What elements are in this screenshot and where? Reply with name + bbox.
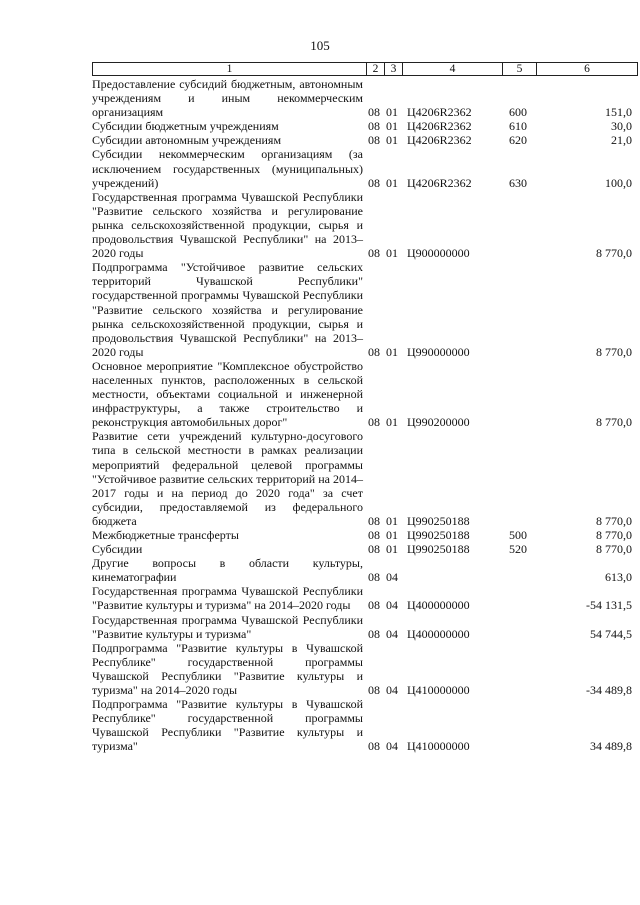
- header-col-1: 1: [226, 63, 233, 75]
- row-expense-type: 610: [509, 119, 527, 134]
- row-target-code: Ц990000000: [407, 344, 470, 359]
- row-name: Субсидии бюджетным учреждениям: [92, 119, 279, 134]
- row-amount: 8 770,0: [596, 528, 632, 542]
- row-subsection: 01: [386, 542, 398, 557]
- table-row: [92, 260, 636, 359]
- row-section: 08: [368, 133, 380, 148]
- table-row: [92, 190, 636, 260]
- row-subsection: 04: [386, 598, 398, 613]
- table-row: [92, 542, 636, 556]
- row-target-code: Ц990200000: [407, 415, 470, 430]
- row-target-code: Ц410000000: [407, 683, 470, 698]
- row-name: Основное мероприятие "Комплексное обустройство населенных пунктов, расположенных в сельской местности, объектами социальной и инженерной инфраструктуры, а также строительство и реконструкция автомобильных дорог": [92, 358, 363, 430]
- row-subsection: 04: [386, 570, 398, 585]
- row-target-code: Ц990250188: [407, 528, 470, 542]
- table-row: [92, 584, 636, 612]
- row-section: 08: [368, 570, 380, 585]
- row-amount: 8 770,0: [596, 542, 632, 557]
- row-expense-type: 500: [509, 528, 527, 542]
- row-section: 08: [368, 626, 380, 641]
- row-section: 08: [368, 528, 380, 542]
- row-section: 08: [368, 415, 380, 430]
- table-row: [92, 77, 636, 119]
- row-target-code: Ц4206R2362: [407, 133, 472, 148]
- table-header: [92, 62, 638, 76]
- table-row: [92, 359, 636, 429]
- row-name: Государственная программа Чувашской Республики "Развитие культуры и туризма": [92, 612, 363, 641]
- table-row: [92, 697, 636, 753]
- row-section: 08: [368, 513, 380, 528]
- row-subsection: 01: [386, 415, 398, 430]
- row-subsection: 01: [386, 344, 398, 359]
- table-row: [92, 528, 636, 542]
- row-section: 08: [368, 119, 380, 134]
- row-amount: 8 770,0: [596, 344, 632, 359]
- header-col-6: 6: [536, 63, 637, 75]
- table-row: [92, 641, 636, 697]
- row-amount: -54 131,5: [586, 598, 632, 613]
- row-amount: 8 770,0: [596, 246, 632, 261]
- table-row: [92, 133, 636, 147]
- row-expense-type: 620: [509, 133, 527, 148]
- row-expense-type: 600: [509, 105, 527, 120]
- row-target-code: Ц400000000: [407, 598, 470, 613]
- row-name: Подпрограмма "Устойчивое развитие сельских территорий Чувашской Республики" государственной программы Чувашской Республики "Развитие сельского хозяйства и регулирование рынка сельскохозяйственной продукции, сырья и продовольствия Чувашской Республики" на 2013–2020 годы: [92, 260, 363, 359]
- row-subsection: 01: [386, 513, 398, 528]
- row-amount: 100,0: [605, 175, 632, 190]
- row-amount: 30,0: [611, 119, 632, 134]
- row-subsection: 04: [386, 739, 398, 754]
- row-amount: 8 770,0: [596, 513, 632, 528]
- row-target-code: Ц410000000: [407, 739, 470, 754]
- row-name: Другие вопросы в области культуры, кинематографии: [92, 556, 363, 585]
- table-row: [92, 429, 636, 528]
- row-section: 08: [368, 542, 380, 557]
- header-col-4: 4: [402, 63, 502, 75]
- row-target-code: Ц4206R2362: [407, 175, 472, 190]
- row-name: Государственная программа Чувашской Республики "Развитие культуры и туризма" на 2014–2020 годы: [92, 584, 363, 613]
- row-expense-type: 520: [509, 542, 527, 557]
- row-target-code: Ц990250188: [407, 513, 470, 528]
- header-col-3: 3: [384, 63, 402, 75]
- row-name: Межбюджетные трансферты: [92, 528, 239, 542]
- table-row: [92, 613, 636, 641]
- budget-table: [92, 77, 636, 754]
- row-expense-type: 630: [509, 175, 527, 190]
- row-section: 08: [368, 175, 380, 190]
- row-subsection: 01: [386, 528, 398, 542]
- row-subsection: 01: [386, 246, 398, 261]
- header-col-5: 5: [502, 63, 536, 75]
- row-target-code: Ц900000000: [407, 246, 470, 261]
- row-name: Субсидии автономным учреждениям: [92, 133, 282, 148]
- row-section: 08: [368, 344, 380, 359]
- row-amount: 613,0: [605, 570, 632, 585]
- page-number: 105: [310, 38, 330, 53]
- row-amount: 54 744,5: [590, 626, 632, 641]
- row-subsection: 04: [386, 626, 398, 641]
- row-name: Предоставление субсидий бюджетным, автономным учреждениям и иным некоммерческим организациям: [92, 77, 363, 120]
- row-target-code: Ц990250188: [407, 542, 470, 557]
- row-target-code: Ц4206R2362: [407, 119, 472, 134]
- row-section: 08: [368, 598, 380, 613]
- row-amount: 8 770,0: [596, 415, 632, 430]
- row-amount: 151,0: [605, 105, 632, 120]
- row-subsection: 04: [386, 683, 398, 698]
- row-section: 08: [368, 246, 380, 261]
- row-name: Подпрограмма "Развитие культуры в Чувашской Республике" государственной программы Чувашской Республики "Развитие культуры и туризма": [92, 697, 363, 754]
- header-col-2: 2: [366, 63, 384, 75]
- table-row: [92, 556, 636, 584]
- row-name: Развитие сети учреждений культурно-досугового типа в сельской местности в рамках реализации мероприятий федеральной целевой программы "Устойчивое развитие сельских территорий на 2014–2017 годы и на период до 2020 года" за счет субсидии, предоставляемой из федерального бюджета: [92, 429, 363, 528]
- row-amount: 34 489,8: [590, 739, 632, 754]
- table-row: [92, 119, 636, 133]
- row-target-code: Ц400000000: [407, 626, 470, 641]
- row-amount: 21,0: [611, 133, 632, 148]
- row-subsection: 01: [386, 119, 398, 134]
- row-name: Субсидии некоммерческим организациям (за исключением государственных (муниципальных) учреждений): [92, 147, 363, 190]
- row-name: Субсидии: [92, 542, 143, 557]
- row-subsection: 01: [386, 133, 398, 148]
- row-section: 08: [368, 683, 380, 698]
- row-section: 08: [368, 105, 380, 120]
- row-subsection: 01: [386, 175, 398, 190]
- row-section: 08: [368, 739, 380, 754]
- row-name: Подпрограмма "Развитие культуры в Чувашской Республике" государственной программы Чувашской Республики "Развитие культуры и туризма" на 2014–2020 годы: [92, 640, 363, 698]
- row-name: Государственная программа Чувашской Республики "Развитие сельского хозяйства и регулирование рынка сельскохозяйственной продукции, сырья и продовольствия Чувашской Республики" на 2013–2020 годы: [92, 189, 363, 261]
- table-row: [92, 147, 636, 189]
- row-subsection: 01: [386, 105, 398, 120]
- row-amount: -34 489,8: [586, 683, 632, 698]
- row-target-code: Ц4206R2362: [407, 105, 472, 120]
